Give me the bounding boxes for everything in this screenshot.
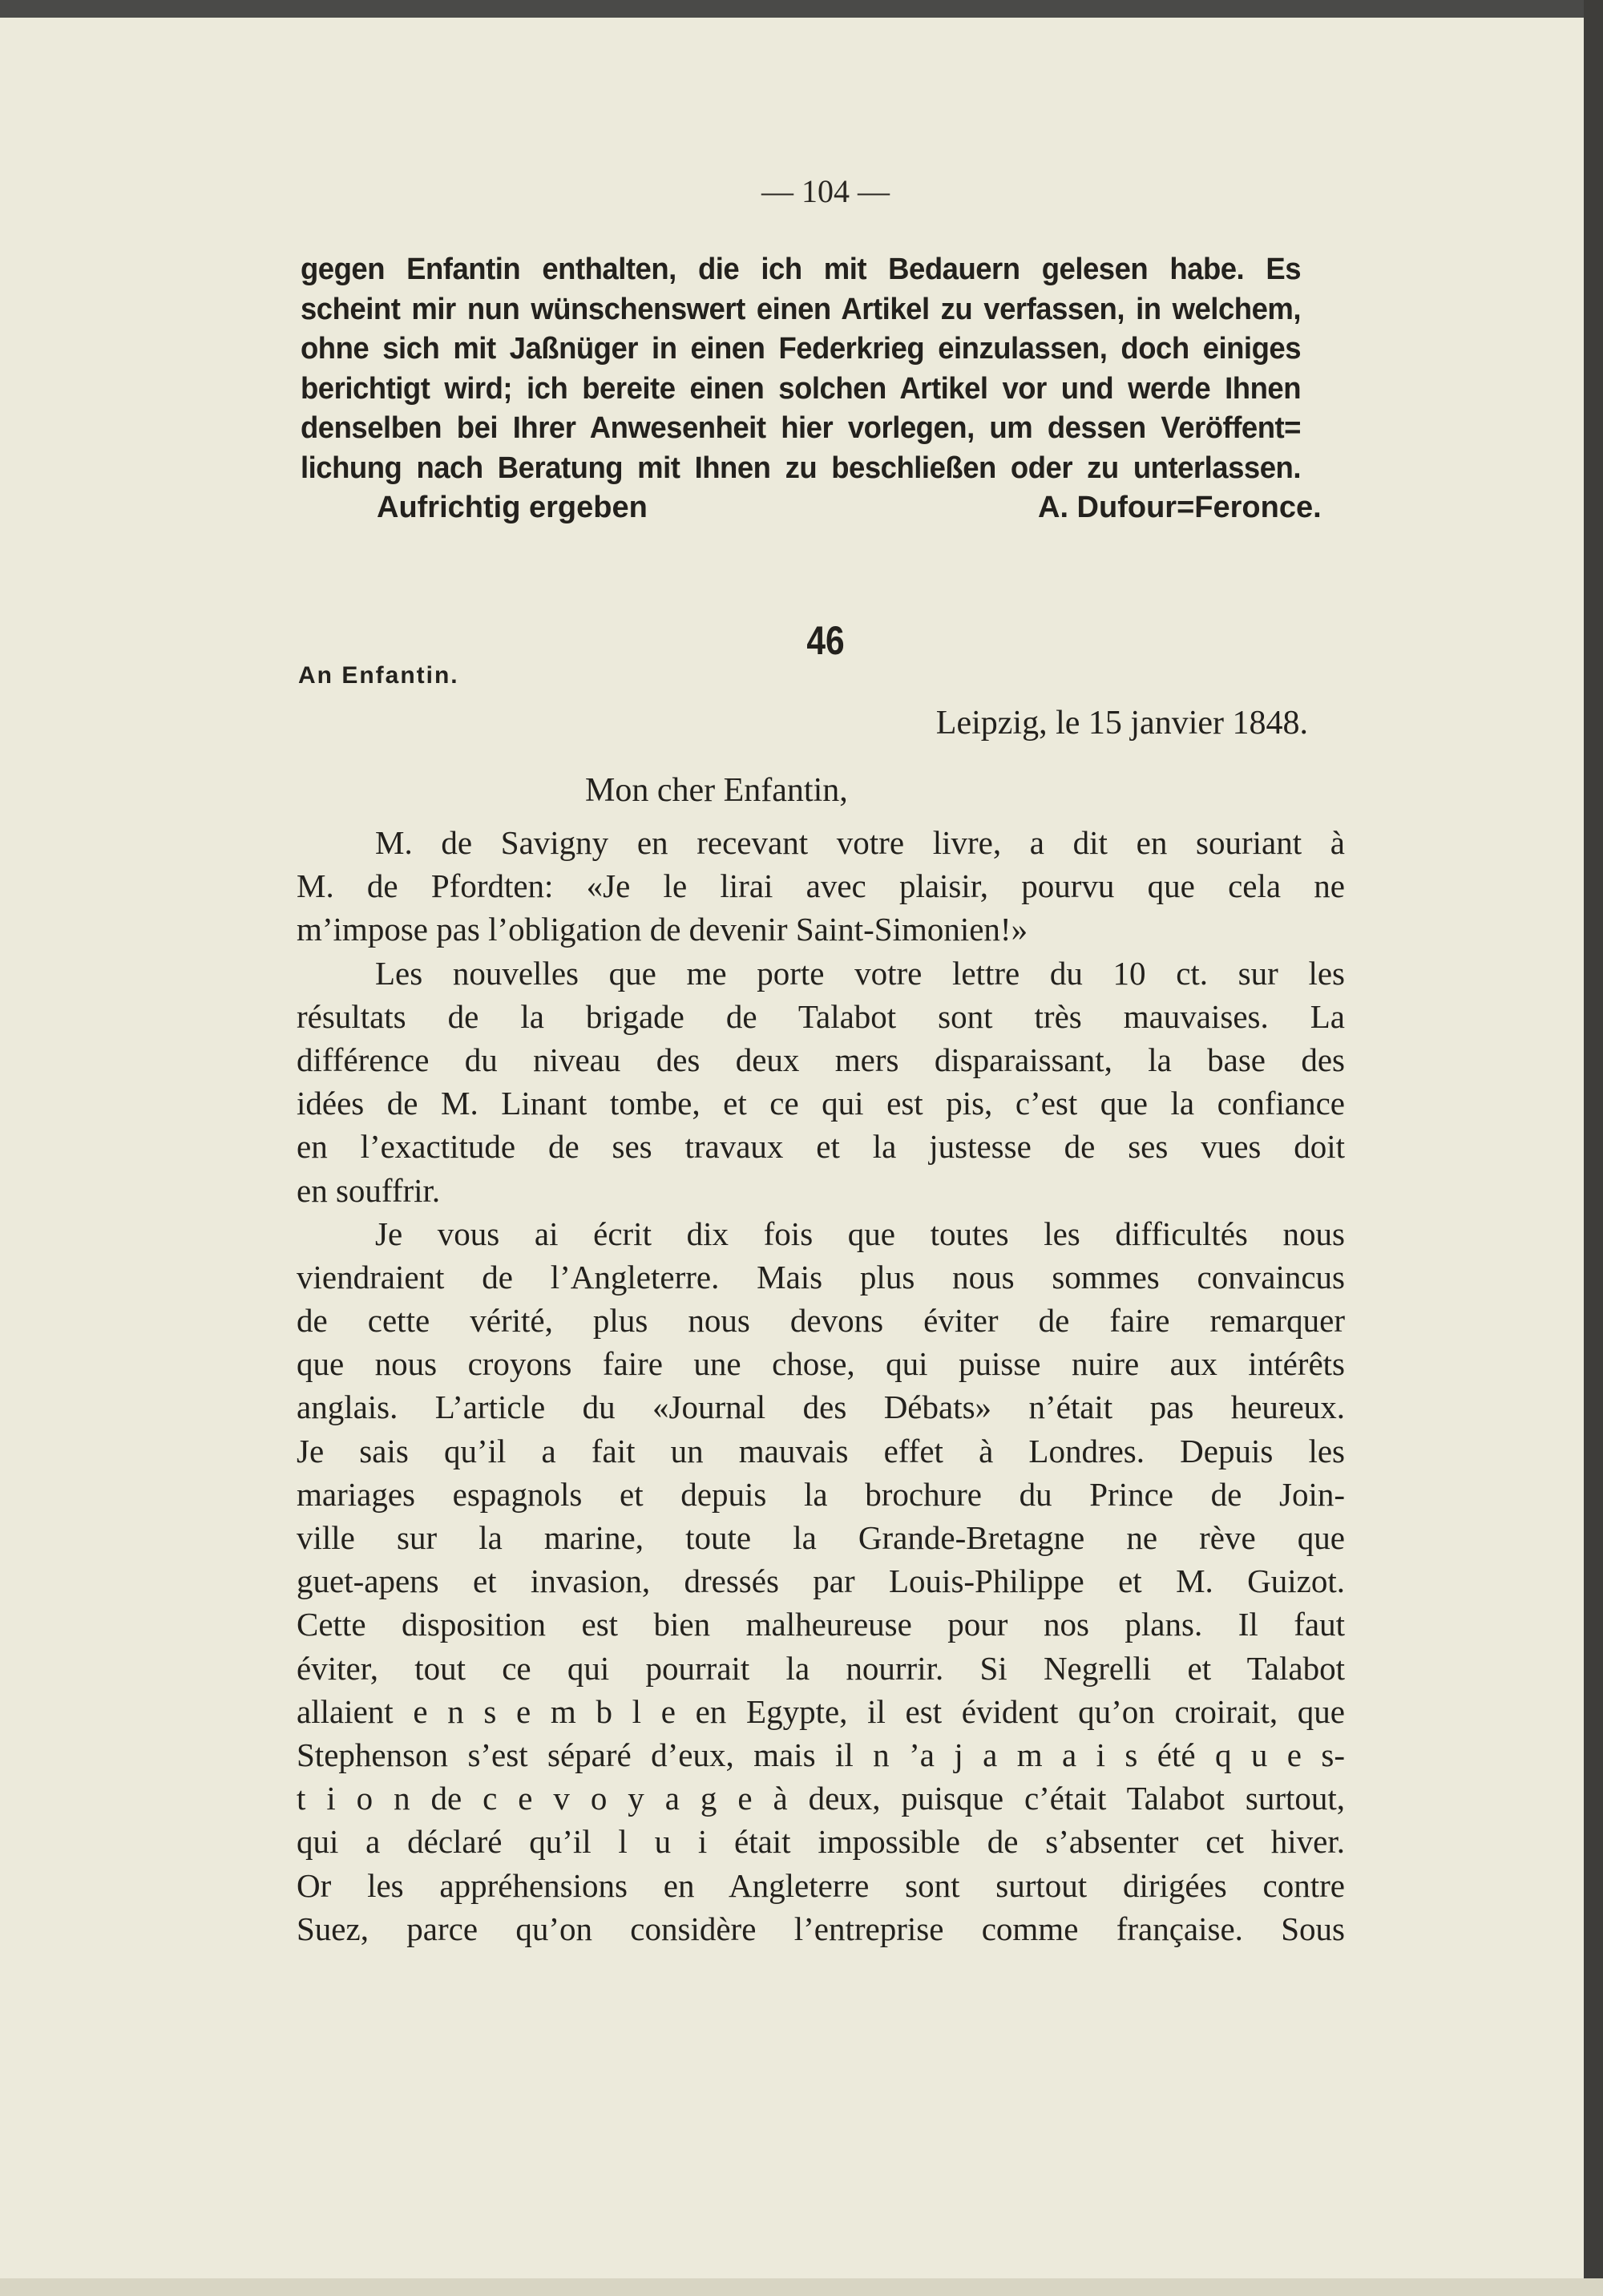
text-line: Je vous ai écrit dix fois que toutes les difficultés nous: [375, 1215, 1345, 1252]
scan-border-top: [0, 0, 1603, 18]
text-line: qui a déclaré qu’il l u i était impossible de s’absenter cet hiver.: [297, 1823, 1345, 1861]
text-line: Stephenson s’est séparé d’eux, mais il n ’a j a m a i s été q u e s-: [297, 1736, 1345, 1773]
text-line: m’impose pas l’obligation de devenir Saint-Simonien!»: [297, 911, 1028, 948]
text-line: denselben bei Ihrer Anwesenheit hier vorlegen, um dessen Veröffent=: [301, 411, 1301, 445]
signature: A. Dufour=Feronce.: [1038, 491, 1322, 524]
letter-number: 46: [806, 618, 845, 663]
text-line: mariages espagnols et depuis la brochure du Prince de Join-: [297, 1475, 1345, 1513]
addressee: An Enfantin.: [298, 662, 459, 689]
scan-border-bottom: [0, 2278, 1603, 2296]
text-line: anglais. L’article du «Journal des Débats» n’était pas heureux.: [297, 1389, 1345, 1426]
text-line: M. de Pfordten: «Je le lirai avec plaisir, pourvu que cela ne: [297, 867, 1345, 905]
page-number: — 104 —: [761, 173, 890, 209]
text-line: Suez, parce qu’on considère l’entreprise comme française. Sous: [297, 1910, 1345, 1947]
text-line: M. de Savigny en recevant votre livre, a dit en souriant à: [375, 824, 1345, 861]
text-line: viendraient de l’Angleterre. Mais plus nous sommes convaincus: [297, 1258, 1345, 1296]
text-line: que nous croyons faire une chose, qui puisse nuire aux intérêts: [297, 1345, 1345, 1383]
text-line: différence du niveau des deux mers disparaissant, la base des: [297, 1041, 1345, 1078]
german-paragraph: [301, 250, 1301, 488]
text-line: gegen Enfantin enthalten, die ich mit Bedauern gelesen habe. Es: [301, 253, 1301, 286]
text-line: résultats de la brigade de Talabot sont très mauvaises. La: [297, 997, 1345, 1035]
text-line: Or les appréhensions en Angleterre sont surtout dirigées contre: [297, 1866, 1345, 1904]
text-line: Je sais qu’il a fait un mauvais effet à Londres. Depuis les: [297, 1432, 1345, 1469]
scan-border-right: [1584, 0, 1603, 2296]
salutation: Mon cher Enfantin,: [585, 772, 848, 809]
text-line: ohne sich mit Jaßnüger in einen Federkrieg einzulassen, doch einiges: [301, 332, 1301, 366]
text-line: Les nouvelles que me porte votre lettre du 10 ct. sur les: [375, 954, 1345, 992]
text-line: éviter, tout ce qui pourrait la nourrir. Si Negrelli et Talabot: [297, 1649, 1345, 1687]
text-line: t i o n de c e v o y a g e à deux, puisque c’était Talabot surtout,: [297, 1780, 1345, 1817]
text-line: scheint mir nun wünschenswert einen Artikel zu verfassen, in welchem,: [301, 292, 1301, 326]
text-line: allaient e n s e m b l e en Egypte, il est évident qu’on croirait, que: [297, 1692, 1345, 1730]
text-line: de cette vérité, plus nous devons éviter de faire remarquer: [297, 1302, 1345, 1340]
text-line: lichung nach Beratung mit Ihnen zu beschließen oder zu unterlassen.: [301, 451, 1301, 485]
text-line: Cette disposition est bien malheureuse pour nos plans. Il faut: [297, 1606, 1345, 1643]
text-line: en souffrir.: [297, 1171, 441, 1209]
closing-phrase: Aufrichtig ergeben: [377, 491, 648, 524]
dateline: Leipzig, le 15 janvier 1848.: [935, 705, 1308, 742]
text-line: idées de M. Linant tombe, et ce qui est pis, c’est que la confiance: [297, 1085, 1345, 1122]
text-line: en l’exactitude de ses travaux et la justesse de ses vues doit: [297, 1128, 1345, 1166]
text-line: guet-apens et invasion, dressés par Louis-Philippe et M. Guizot.: [297, 1562, 1345, 1600]
text-line: berichtigt wird; ich bereite einen solchen Artikel vor und werde Ihnen: [301, 371, 1301, 406]
text-line: ville sur la marine, toute la Grande-Bretagne ne rève que: [297, 1519, 1345, 1556]
letter-body: [297, 821, 1345, 1950]
